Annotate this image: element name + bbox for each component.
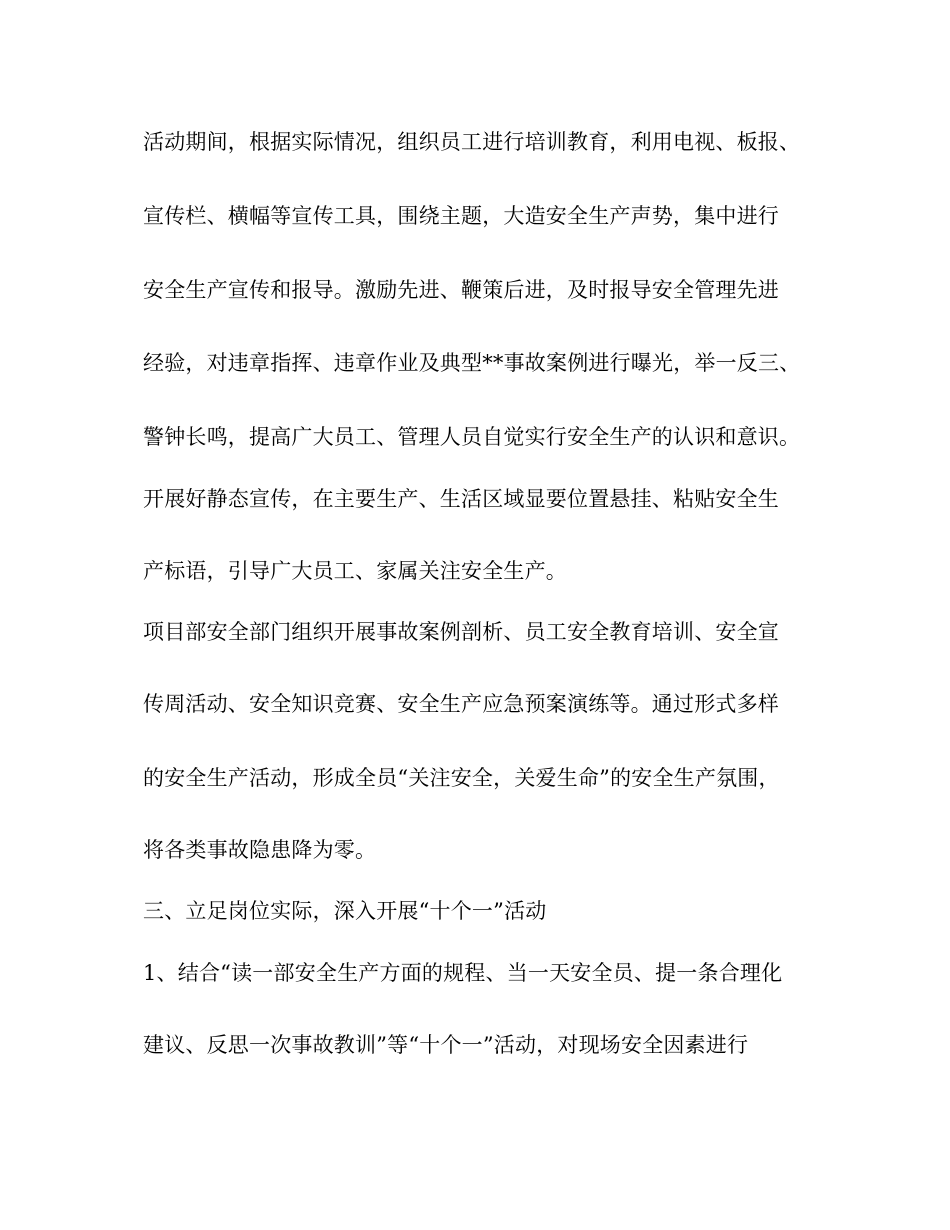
text-line: 宣传栏、横幅等宣传工具，围绕主题，大造安全生产声势，集中进行 [143,204,779,228]
text-line: 1、结合“读一部安全生产方面的规程、当一天安全员、提一条合理化 [143,961,783,985]
text-line: 的安全生产活动，形成全员“关注安全，关爱生命”的安全生产氛围， [143,766,780,790]
text-line: 开展好静态宣传，在主要生产、生活区域显要位置悬挂、粘贴安全生 [143,487,779,511]
text-line: 项目部安全部门组织开展事故案例剖析、员工安全教育培训、安全宣 [143,620,779,644]
text-line: 安全生产宣传和报导。激励先进、鞭策后进，及时报导安全管理先进 [143,278,779,302]
text-line: 传周活动、安全知识竞赛、安全生产应急预案演练等。通过形式多样 [143,692,779,716]
text-line: 将各类事故隐患降为零。 [143,838,377,862]
text-line: 产标语，引导广大员工、家属关注安全生产。 [143,559,567,583]
text-line: 警钟长鸣，提高广大员工、管理人员自觉实行安全生产的认识和意识。 [143,425,801,449]
text-line: 经验，对违章指挥、违章作业及典型**事故案例进行曝光，举一反三、 [143,351,801,375]
text-line: 建议、反思一次事故教训”等“十个一”活动，对现场安全因素进行 [143,1033,749,1057]
text-line: 活动期间，根据实际情况，组织员工进行培训教育，利用电视、板报、 [143,130,801,154]
section-heading: 三、立足岗位实际，深入开展“十个一”活动 [143,899,547,923]
